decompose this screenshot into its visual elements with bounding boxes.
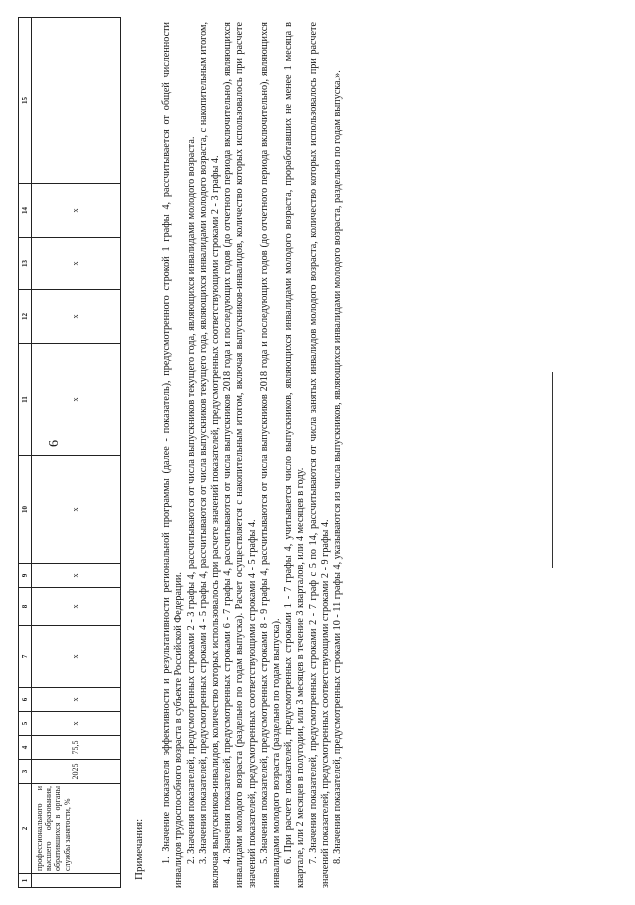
cell	[32, 18, 121, 184]
cell: х	[32, 184, 121, 238]
col-header: 8	[19, 588, 32, 626]
col-header: 14	[19, 184, 32, 238]
col-header: 5	[19, 712, 32, 736]
col-header: 15	[19, 18, 32, 184]
cell: х	[32, 688, 121, 712]
cell: х	[32, 588, 121, 626]
cell: х	[32, 626, 121, 688]
cell: х	[32, 344, 121, 456]
cell-indicator-name: профессионального и высшего образования, обратившихся в органы службы занятости, %	[32, 784, 121, 874]
col-header: 2	[19, 784, 32, 874]
note-paragraph: 2. Значения показателей, предусмотренных строками 2 - 3 графы 4, рассчитываются от числа выпускников текущего года, являющихся инвалидами молодого возраста.	[185, 136, 197, 864]
table-row	[32, 18, 121, 888]
note-paragraph: 7. Значения показателей, предусмотренных строками 2 - 7 граф с 5 по 14, рассчитываются от числа занятых инвалидов молодого возраста, количество которых использовалось при расчете значений показателей, предусмотренных соответствующими строками 2 - 9 графы 4.	[307, 22, 331, 888]
col-header: 13	[19, 238, 32, 290]
note-paragraph: 6. При расчете показателей, предусмотренных строками 1 - 7 графы 4, учитывается число выпускников, являющихся инвалидами молодого возраста, проработавших не менее 1 месяца в квартале, или 2 месяцев в полугодии, или 3 месяцев в течение 3 кварталов, или 4 месяцев в году.	[283, 22, 307, 888]
closing-divider	[552, 372, 553, 568]
page-number: 6	[47, 440, 62, 447]
cell-row-number	[32, 874, 121, 888]
col-header: 6	[19, 688, 32, 712]
cell: х	[32, 564, 121, 588]
note-paragraph: 4. Значения показателей, предусмотренных строками 6 - 7 графы 4, рассчитываются от числа выпускников 2018 года и последующих годов (до отчетного периода включительно), являющихся инвалидами молодого возраста (раздельно по годам выпуска). Расчет осуществляется с накопительным итогом, включая выпускников-инвалидов, количество которых использовалось при расчете значений показателей, предусмотренных соответствующими строками 4 - 5 графы 4.	[222, 22, 258, 888]
notes-section	[129, 22, 615, 888]
cell-year: 2025	[32, 760, 121, 784]
notes-title: Примечания:	[133, 818, 145, 880]
col-header: 12	[19, 290, 32, 344]
col-header: 10	[19, 456, 32, 564]
col-header: 7	[19, 626, 32, 688]
col-header: 9	[19, 564, 32, 588]
cell: х	[32, 238, 121, 290]
col-header: 3	[19, 760, 32, 784]
note-paragraph: 5. Значения показателей, предусмотренных строками 8 - 9 графы 4, рассчитываются от числа выпускников 2018 года и последующих годов (до отчетного периода включительно), являющихся инвалидами молодого возраста (раздельно по годам выпуска).	[258, 22, 283, 888]
col-header: 4	[19, 736, 32, 760]
cell-value: 75,5	[32, 736, 121, 760]
note-paragraph: 8. Значения показателей, предусмотренных строками 10 - 11 графы 4, указываются из числа выпускников, являющихся инвалидами молодого возраста, раздельно по годам выпуска.».	[332, 70, 344, 864]
cell: х	[32, 456, 121, 564]
indicator-grid	[18, 17, 121, 888]
note-paragraph: 3. Значения показателей, предусмотренных строками 4 - 5 графы 4, рассчитываются от числа выпускников текущего года, являющихся инвалидами молодого возраста, с накопительным итогом, включая выпускников-инвалидов, количество которых использовалось при расчете значений показателей, предусмотренных соответствующими строками 2 - 3 графы 4.	[197, 22, 222, 888]
col-header: 1	[19, 874, 32, 888]
cell: х	[32, 290, 121, 344]
note-paragraph: 1. Значение показателя эффективности и результативности региональной программы (далее - показатель), предусмотренного строкой 1 графы 4, рассчитывается от общей численности инвалидов трудоспособного возраста в субъекте Российской Федерации.	[161, 22, 185, 888]
cell: х	[32, 712, 121, 736]
column-number-row	[19, 18, 32, 888]
indicator-table	[18, 18, 118, 888]
col-header: 11	[19, 344, 32, 456]
